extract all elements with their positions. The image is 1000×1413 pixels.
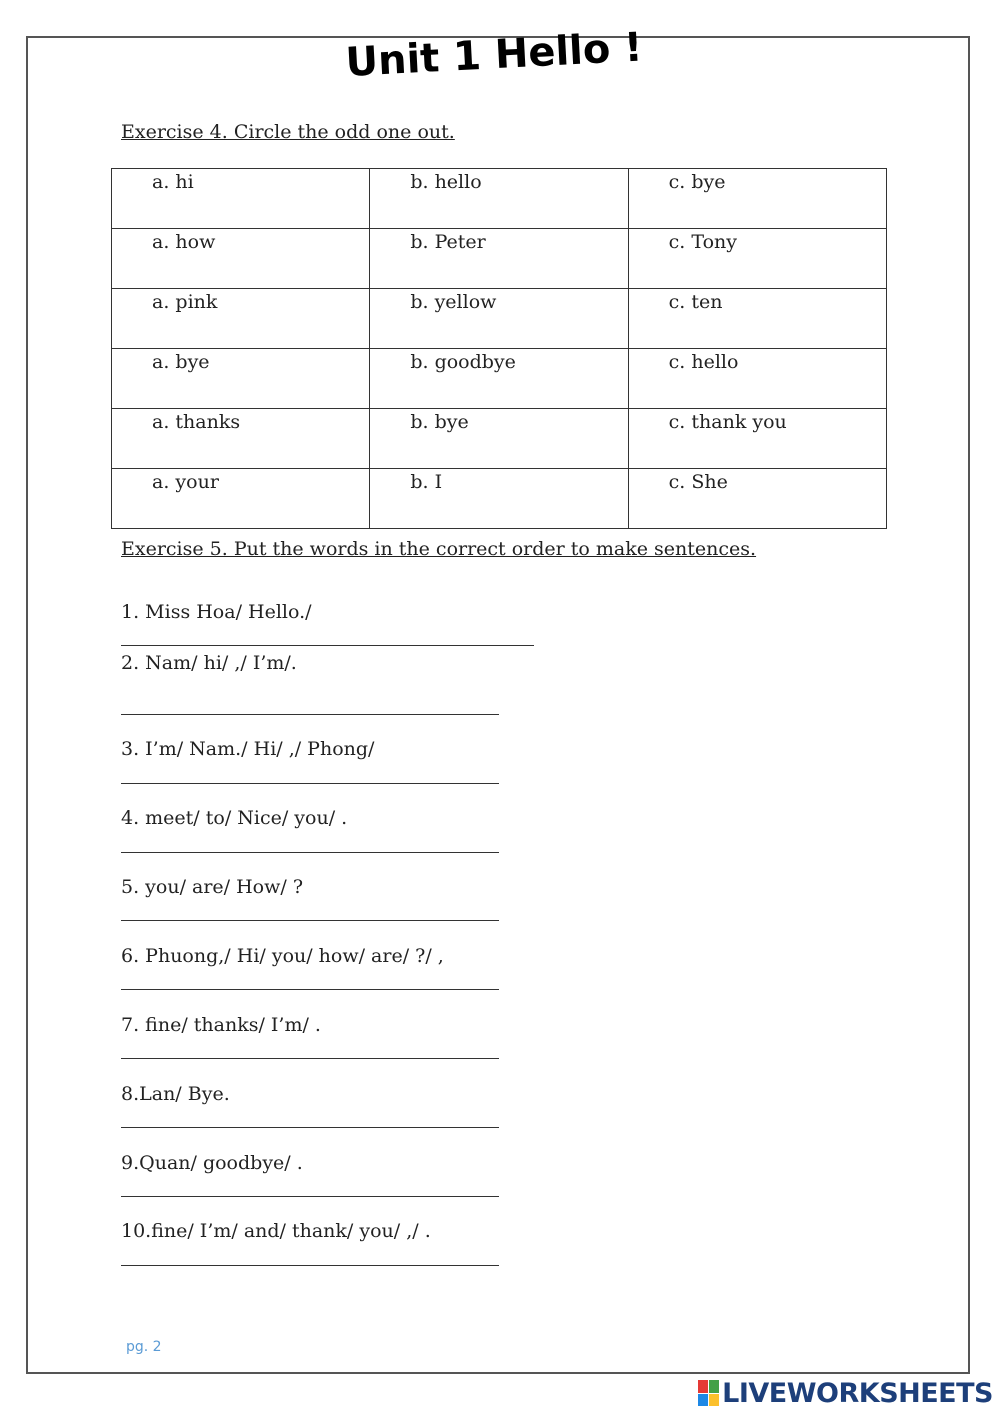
question-6: 6. Phuong,/ Hi/ you/ how/ are/ ?/ , [121, 945, 444, 967]
table-row [112, 229, 887, 289]
brand-name: LIVEWORKSHEETS [722, 1377, 993, 1409]
option-c[interactable]: c. Tony [668, 231, 737, 253]
answer-line-7[interactable] [121, 1058, 499, 1059]
liveworksheets-brand[interactable] [698, 1376, 993, 1410]
answer-line-9[interactable] [121, 1196, 499, 1197]
option-b[interactable]: b. hello [410, 171, 482, 193]
logo-square-blue [698, 1394, 708, 1407]
answer-line-6[interactable] [121, 989, 499, 990]
logo-square-yellow [709, 1394, 719, 1407]
question-9: 9.Quan/ goodbye/ . [121, 1152, 303, 1174]
option-a[interactable]: a. thanks [152, 411, 241, 433]
logo-square-red [698, 1380, 708, 1393]
page-title: Unit 1 Hello ! [344, 24, 644, 86]
table-row [112, 469, 887, 529]
option-a[interactable]: a. hi [152, 171, 194, 193]
option-a[interactable]: a. your [152, 471, 219, 493]
table-row [112, 409, 887, 469]
question-3: 3. I’m/ Nam./ Hi/ ,/ Phong/ [121, 738, 375, 760]
liveworksheets-logo-icon [698, 1380, 719, 1406]
table-row [112, 169, 887, 229]
odd-one-out-table [111, 168, 887, 529]
option-c[interactable]: c. hello [668, 351, 739, 373]
question-5: 5. you/ are/ How/ ? [121, 876, 304, 898]
option-a[interactable]: a. bye [152, 351, 210, 373]
table-row [112, 349, 887, 409]
page-number: pg. 2 [126, 1339, 162, 1355]
question-1: 1. Miss Hoa/ Hello./ [121, 601, 312, 623]
question-8: 8.Lan/ Bye. [121, 1083, 230, 1105]
option-a[interactable]: a. pink [152, 291, 218, 313]
question-4: 4. meet/ to/ Nice/ you/ . [121, 807, 348, 829]
answer-line-5[interactable] [121, 920, 499, 921]
answer-line-4[interactable] [121, 852, 499, 853]
exercise-5-heading: Exercise 5. Put the words in the correct order to make sentences. [121, 538, 757, 560]
option-b[interactable]: b. goodbye [410, 351, 516, 373]
option-c[interactable]: c. She [668, 471, 728, 493]
exercise-4-heading: Exercise 4. Circle the odd one out. [121, 121, 455, 143]
answer-line-2[interactable] [121, 714, 499, 715]
answer-line-3[interactable] [121, 783, 499, 784]
option-b[interactable]: b. Peter [410, 231, 486, 253]
table-row [112, 289, 887, 349]
logo-square-green [709, 1380, 719, 1393]
option-b[interactable]: b. bye [410, 411, 469, 433]
question-10: 10.fine/ I’m/ and/ thank/ you/ ,/ . [121, 1220, 431, 1242]
answer-line-10[interactable] [121, 1265, 499, 1266]
question-2: 2. Nam/ hi/ ,/ I’m/. [121, 652, 297, 674]
option-b[interactable]: b. I [410, 471, 443, 493]
question-7: 7. fine/ thanks/ I’m/ . [121, 1014, 321, 1036]
option-c[interactable]: c. ten [668, 291, 723, 313]
option-c[interactable]: c. bye [668, 171, 726, 193]
option-b[interactable]: b. yellow [410, 291, 497, 313]
answer-line-8[interactable] [121, 1127, 499, 1128]
answer-line-1[interactable] [121, 645, 534, 646]
option-c[interactable]: c. thank you [668, 411, 787, 433]
option-a[interactable]: a. how [152, 231, 216, 253]
